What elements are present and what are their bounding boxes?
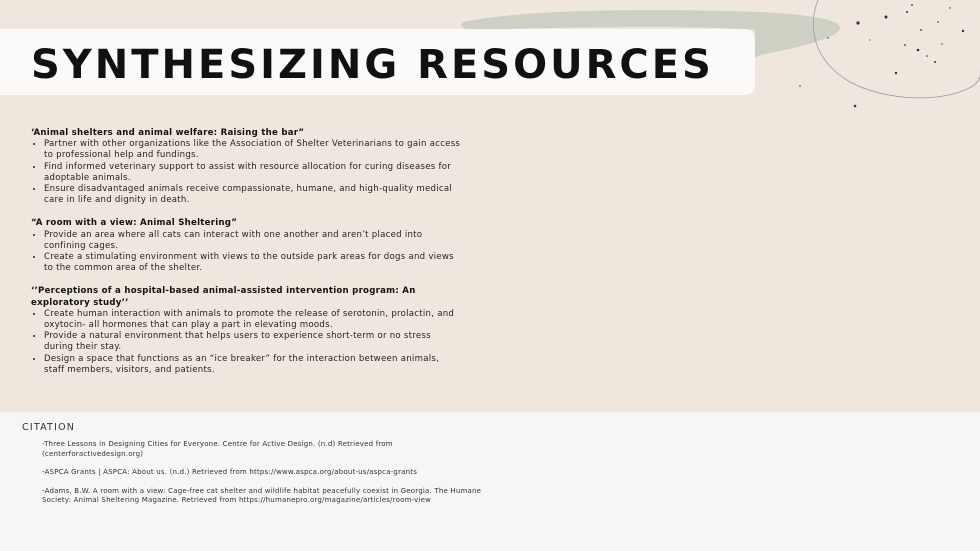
list-item: • Create a stimulating environment with views to the outside park areas for dogs and views to the common area of the shelter.	[44, 252, 461, 274]
citation-entry: -Adams, B.W. A room with a view: Cage-free cat shelter and wildlife habitat peacefully coexist in Georgia. The Humane Society: Animal Sheltering Magazine. Retrieved from https://humanepro.org/magazine/articles/room-view	[42, 486, 482, 505]
citation-heading: CITATION	[22, 422, 76, 433]
list-item: • Create human interaction with animals to promote the release of serotonin, prolactin, and oxytocin- all hormones that can play a part in elevating moods.	[44, 309, 461, 331]
citation-entry: -Three Lessons in Designing Cities for Everyone. Centre for Active Design. (n.d) Retrieved from (centerforactivedesign.org)	[42, 440, 393, 458]
page-title: SYNTHESIZING RESOURCES	[31, 42, 714, 88]
section-heading: ‘’Perceptions of a hospital-based animal-assisted intervention program: An exploratory study’’	[31, 286, 416, 308]
citation-list	[42, 440, 492, 515]
resources-content	[31, 128, 461, 388]
bullet-list	[31, 309, 461, 376]
list-item: • Ensure disadvantaged animals receive compassionate, humane, and high-quality medical care in life and dignity in death.	[44, 184, 461, 206]
resource-section	[31, 218, 461, 274]
section-heading: ‘Animal shelters and animal welfare: Raising the bar”	[31, 128, 305, 138]
bullet-list	[31, 139, 461, 206]
resource-section	[31, 286, 461, 376]
list-item: • Find informed veterinary support to assist with resource allocation for curing diseases for adoptable animals.	[44, 162, 461, 184]
list-item: • Provide a natural environment that helps users to experience short-term or no stress during their stay.	[44, 331, 461, 353]
citation-entry: -ASPCA Grants | ASPCA: About us. (n.d.) Retrieved from https://www.aspca.org/about-us/aspca-grants	[42, 468, 418, 477]
section-heading: “A room with a view: Animal Sheltering”	[31, 218, 238, 229]
list-item: • Partner with other organizations like the Association of Shelter Veterinarians to gain access to professional help and fundings.	[44, 139, 461, 161]
resource-section	[31, 128, 461, 206]
list-item: • Provide an area where all cats can interact with one another and aren’t placed into confining cages.	[44, 230, 461, 252]
citation-footer	[0, 412, 980, 551]
list-item: • Design a space that functions as an “ice breaker” for the interaction between animals, staff members, visitors, and patients.	[44, 354, 461, 376]
bullet-list	[31, 230, 461, 275]
circle-sketch-decoration	[813, 0, 980, 98]
